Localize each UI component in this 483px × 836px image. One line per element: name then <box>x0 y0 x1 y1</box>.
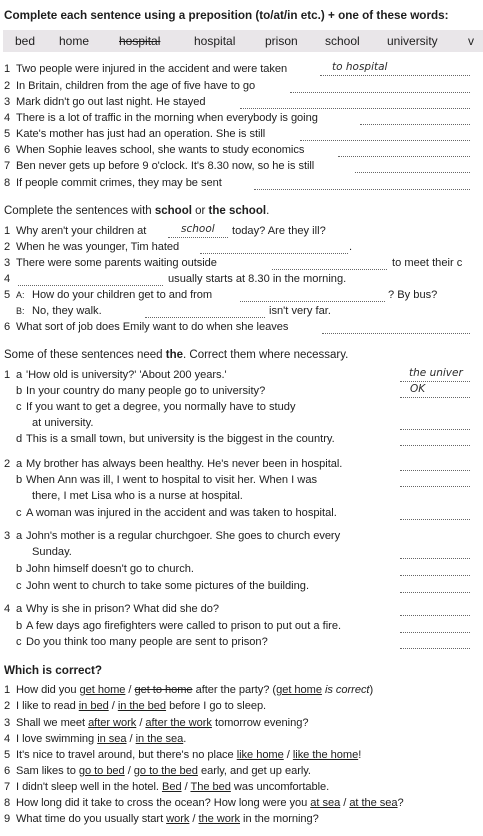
word-hospital-struck: hospital <box>119 34 161 48</box>
s2-item-3-post: to meet their c <box>392 257 463 269</box>
s4-option-8a[interactable]: at sea <box>310 797 341 809</box>
s2-item-4: 4 <box>4 273 11 285</box>
s3-blank-2a <box>400 470 470 471</box>
section3-instruction: Some of these sentences need the. Correct them where necessary. <box>4 349 349 361</box>
s2-item-1: 1 Why aren't your children at <box>4 225 147 237</box>
s3-blank-3a <box>400 558 470 559</box>
s4-item-9: 9 What time do you usually start work / the work in the morning? <box>4 813 319 825</box>
s4-item-4: 4 I love swimming in sea / in the sea. <box>4 733 187 745</box>
s1-item-3: 3 Mark didn't go out last night. He stayed <box>4 96 206 108</box>
s2-blank-4 <box>18 285 163 286</box>
s3-blank-2b <box>400 486 470 487</box>
s3-blank-1c <box>400 429 470 430</box>
s2-item-2: 2 When he was younger, Tim hated <box>4 241 180 253</box>
s2-blank-5a <box>240 301 385 302</box>
s4-option-2a[interactable]: in bed <box>78 700 109 712</box>
s3-item-2c: c A woman was injured in the accident and was taken to hospital. <box>16 507 337 519</box>
s3-item-1a: 1 a 'How old is university?' 'About 200 years.' <box>4 369 227 381</box>
section1-instruction: Complete each sentence using a preposition (to/at/in etc.) + one of these words: <box>4 9 449 22</box>
word-school: school <box>325 34 360 48</box>
s3-blank-4b <box>400 632 470 633</box>
s1-item-6: 6 When Sophie leaves school, she wants to study economics <box>4 144 305 156</box>
s2-blank-2 <box>200 253 348 254</box>
s2-item-6: 6 What sort of job does Emily want to do when she leaves <box>4 321 289 333</box>
word-prison: prison <box>265 34 298 48</box>
s3-item-4b: b A few days ago firefighters were called to prison to put out a fire. <box>16 620 342 632</box>
s1-blank-8 <box>254 189 470 190</box>
s3-blank-3c <box>400 592 470 593</box>
s3-item-3b: b John himself doesn't go to church. <box>16 563 195 575</box>
s3-blank-1b <box>400 397 470 398</box>
s1-blank-7 <box>355 172 470 173</box>
s1-blank-4 <box>360 124 470 125</box>
word-box <box>3 30 483 52</box>
word-bed: bed <box>15 34 36 48</box>
section2-instruction: Complete the sentences with school or the school. <box>4 205 270 217</box>
s3-item-4a: 4 a Why is she in prison? What did she do? <box>4 603 219 615</box>
s1-blank-3 <box>240 108 470 109</box>
s1-item-8: 8 If people commit crimes, they may be sent <box>4 177 222 189</box>
s3-blank-2c <box>400 519 470 520</box>
s3-blank-1d <box>400 445 470 446</box>
s4-item-1: 1 How did you get home / get to home after the party? (get home is correct) <box>4 684 374 696</box>
s2-item-4-post: usually starts at 8.30 in the morning. <box>168 273 347 285</box>
s4-option-2b[interactable]: in the bed <box>117 700 167 712</box>
s4-item-7: 7 I didn't sleep well in the hotel. Bed / The bed was uncomfortable. <box>4 781 330 793</box>
s4-option-5a[interactable]: like home <box>236 749 284 761</box>
s1-blank-5 <box>300 140 470 141</box>
s4-option-5b[interactable]: like the home <box>292 749 359 761</box>
s3-item-1b: b In your country do many people go to university? <box>16 385 266 397</box>
section4-instruction: Which is correct? <box>4 664 103 677</box>
s3-item-1c-cont: at university. <box>32 417 94 429</box>
s1-item-7: 7 Ben never gets up before 9 o'clock. It's 8.30 now, so he is still <box>4 160 315 172</box>
s3-item-3c: c John went to church to take some pictures of the building. <box>16 580 310 592</box>
s1-blank-2 <box>290 92 470 93</box>
s2-item-3: 3 There were some parents waiting outside <box>4 257 217 269</box>
s4-option-8b[interactable]: at the sea <box>349 797 398 809</box>
s4-option-9a[interactable]: work <box>166 813 190 825</box>
s3-blank-4c <box>400 648 470 649</box>
s2-item-5b: B: No, they walk. <box>16 305 102 317</box>
s2-answer-1: school <box>181 223 215 235</box>
s4-option-6b[interactable]: go to the bed <box>133 765 198 777</box>
word-university: university <box>387 34 438 48</box>
s2-blank-5b <box>145 317 265 318</box>
s2-item-2-post: . <box>349 241 353 253</box>
s2-item-5a-post: ? By bus? <box>388 289 438 301</box>
s2-item-1-post: today? Are they ill? <box>232 225 326 237</box>
s1-blank-1 <box>320 75 470 76</box>
s4-option-3b[interactable]: after the work <box>145 717 212 729</box>
s1-blank-6 <box>338 156 470 157</box>
s4-option-4b[interactable]: in the sea <box>135 733 184 745</box>
s4-option-6a[interactable]: go to bed <box>78 765 125 777</box>
s4-option-7b[interactable]: The bed <box>190 781 231 793</box>
s1-item-1: 1 Two people were injured in the accident and were taken <box>4 63 288 75</box>
s2-item-5b-post: isn't very far. <box>269 305 331 317</box>
s1-item-2: 2 In Britain, children from the age of five have to go <box>4 80 256 92</box>
s3-blank-4a <box>400 615 470 616</box>
s3-item-3a: 3 a John's mother is a regular churchgoer. She goes to church every <box>4 530 341 542</box>
s3-answer-1a: the univer <box>409 367 463 379</box>
s2-item-5a: 5 A: How do your children get to and from <box>4 289 213 301</box>
s2-blank-6 <box>322 333 470 334</box>
s4-option-4a[interactable]: in sea <box>97 733 127 745</box>
s3-item-2a: 2 a My brother has always been healthy. He's never been in hospital. <box>4 458 343 470</box>
s4-option-1a[interactable]: get home <box>79 684 126 696</box>
s4-option-7a[interactable]: Bed <box>161 781 182 793</box>
s4-item-5: 5 It's nice to travel around, but there's no place like home / like the home! <box>4 749 362 761</box>
s3-item-2b: b When Ann was ill, I went to hospital to visit her. When I was <box>16 474 318 486</box>
s3-blank-3b <box>400 575 470 576</box>
s4-item-8: 8 How long did it take to cross the ocean? How long were you at sea / at the sea? <box>4 797 404 809</box>
word-partial: v <box>468 34 474 48</box>
s3-item-4c: c Do you think too many people are sent to prison? <box>16 636 268 648</box>
s1-item-4: 4 There is a lot of traffic in the morning when everybody is going <box>4 112 318 124</box>
s1-answer-1: to hospital <box>332 61 388 73</box>
s4-item-6: 6 Sam likes to go to bed / go to the bed early, and get up early. <box>4 765 311 777</box>
s3-item-1c: c If you want to get a degree, you normally have to study <box>16 401 296 413</box>
s4-option-3a[interactable]: after work <box>88 717 137 729</box>
word-hospital: hospital <box>194 34 236 48</box>
s3-item-2b-cont: there, I met Lisa who is a nurse at hospital. <box>32 490 243 502</box>
s1-item-5: 5 Kate's mother has just had an operation. She is still <box>4 128 266 140</box>
s3-answer-1b: OK <box>410 383 426 395</box>
s4-option-1b[interactable]: get to home <box>134 684 193 696</box>
word-home: home <box>59 34 90 48</box>
s4-option-9b[interactable]: the work <box>198 813 241 825</box>
s3-blank-1a <box>400 381 470 382</box>
s3-item-3a-cont: Sunday. <box>32 546 72 558</box>
s4-item-2: 2 I like to read in bed / in the bed before I go to sleep. <box>4 700 267 712</box>
s2-blank-3 <box>272 269 387 270</box>
s3-item-1d: d This is a small town, but university is the biggest in the country. <box>16 433 335 445</box>
s2-blank-1 <box>168 237 228 238</box>
s4-item-3: 3 Shall we meet after work / after the work tomorrow evening? <box>4 717 309 729</box>
